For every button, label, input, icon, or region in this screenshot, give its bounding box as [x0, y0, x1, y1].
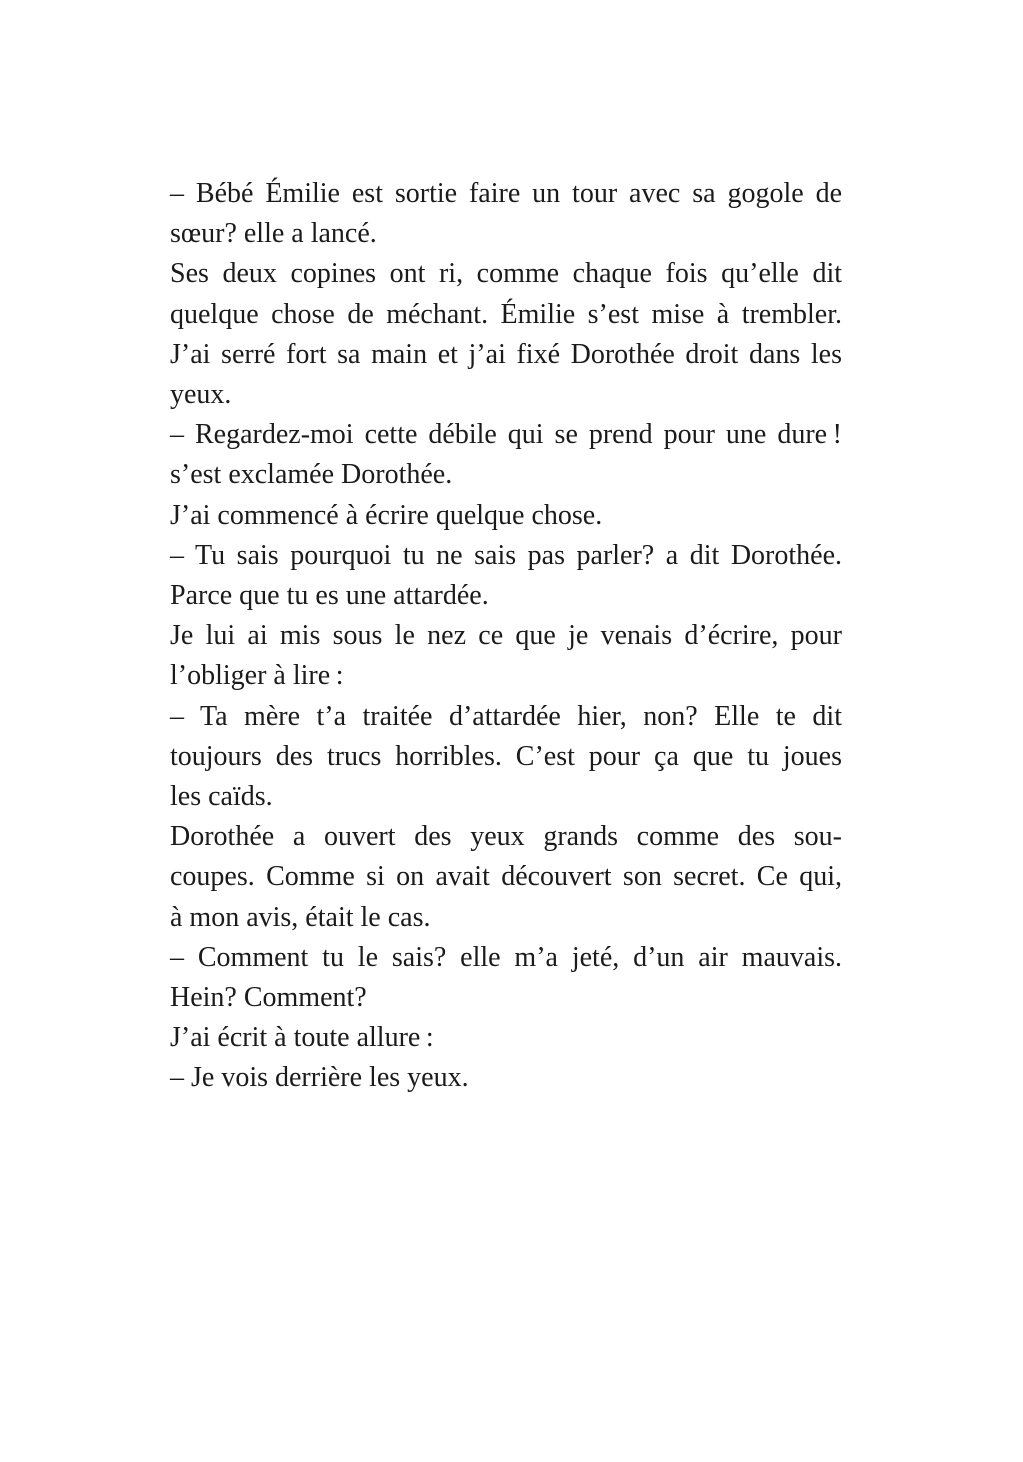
- text-line: – Je vois derrière les yeux.: [170, 1062, 469, 1094]
- text-line: coupes. Comme si on avait découvert son secret. Ce qui,: [170, 861, 842, 893]
- text-line: à mon avis, était le cas.: [170, 901, 431, 933]
- text-line: yeux.: [170, 379, 232, 411]
- text-line: J’ai écrit à toute allure :: [170, 1022, 434, 1054]
- text-line: Je lui ai mis sous le nez ce que je venais d’écrire, pour: [170, 620, 842, 652]
- text-line: – Regardez-moi cette débile qui se prend pour une dure !: [170, 419, 842, 451]
- text-line: Hein? Comment?: [170, 982, 367, 1014]
- text-line: quelque chose de méchant. Émilie s’est mise à trembler.: [170, 298, 842, 330]
- text-line: – Tu sais pourquoi tu ne sais pas parler? a dit Dorothée.: [170, 539, 842, 571]
- text-line: – Comment tu le sais? elle m’a jeté, d’un air mauvais.: [170, 941, 842, 973]
- text-line: J’ai serré fort sa main et j’ai fixé Dorothée droit dans les: [170, 338, 842, 370]
- text-line: J’ai commencé à écrire quelque chose.: [170, 499, 603, 531]
- text-line: Ses deux copines ont ri, comme chaque fois qu’elle dit: [170, 258, 842, 290]
- text-line: s’est exclamée Dorothée.: [170, 459, 453, 491]
- text-block: [170, 174, 842, 1099]
- text-line: – Ta mère t’a traitée d’attardée hier, non? Elle te dit: [170, 700, 842, 732]
- text-line: l’obliger à lire :: [170, 660, 344, 692]
- text-line: – Bébé Émilie est sortie faire un tour avec sa gogole de: [170, 178, 842, 209]
- text-line: Dorothée a ouvert des yeux grands comme des sou-: [170, 821, 842, 853]
- text-line: Parce que tu es une attardée.: [170, 580, 489, 612]
- text-line: les caïds.: [170, 781, 273, 813]
- text-line: sœur? elle a lancé.: [170, 218, 377, 250]
- text-line: toujours des trucs horribles. C’est pour ça que tu joues: [170, 740, 842, 772]
